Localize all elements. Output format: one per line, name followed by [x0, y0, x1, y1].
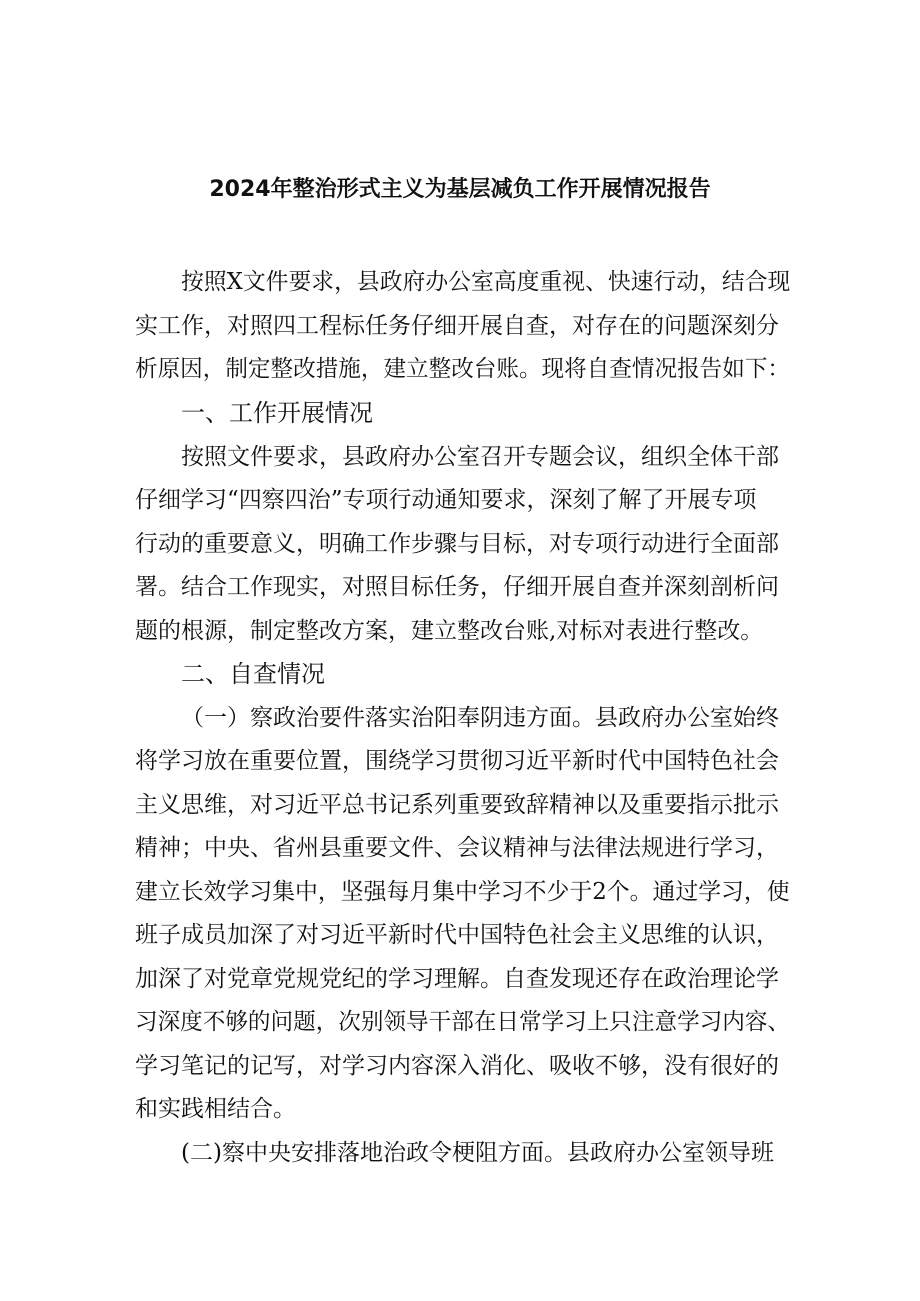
intro-line: 按照X文件要求，县政府办公室高度重视、快速行动，结合现	[181, 269, 791, 295]
document-title: 2024年整治形式主义为基层减负工作开展情况报告	[209, 177, 711, 202]
paragraph-line: （一）察政治要件落实治阳奉阴违方面。县政府办公室始终	[181, 705, 779, 731]
intro-line: 析原因，制定整改措施，建立整改台账。现将自查情况报告如下：	[135, 356, 790, 382]
section-heading: 一、工作开展情况	[181, 399, 373, 427]
paragraph-line: 学习笔记的记写，对学习内容深入消化、吸收不够，没有很好的	[135, 1053, 779, 1079]
paragraph-line: 主义思维，对习近平总书记系列重要致辞精神以及重要指示批示	[135, 792, 779, 818]
paragraph-line: 署。结合工作现实，对照目标任务，仔细开展自查并深刻剖析问	[135, 574, 779, 600]
section-heading: 二、自查情况	[181, 660, 325, 688]
paragraph-line: 建立长效学习集中，坚强每月集中学习不少于2个。通过学习，使	[135, 879, 790, 905]
paragraph-line: 题的根源，制定整改方案，建立整改台账,对标对表进行整改。	[135, 618, 764, 644]
paragraph-line: 加深了对党章党规党纪的学习理解。自查发现还存在政治理论学	[135, 966, 779, 992]
paragraph-line: 行动的重要意义，明确工作步骤与目标，对专项行动进行全面部	[135, 531, 779, 557]
paragraph-line: 习深度不够的问题，次别领导干部在日常学习上只注意学习内容、	[135, 1009, 790, 1035]
paragraph-line: 仔细学习“四察四治”专项行动通知要求，深刻了解了开展专项	[135, 487, 757, 513]
paragraph-line: 精神；中央、省州县重要文件、会议精神与法律法规进行学习，	[135, 835, 779, 861]
intro-line: 实工作，对照四工程标任务仔细开展自查，对存在的问题深刻分	[135, 313, 779, 339]
paragraph-line: (二)察中央安排落地治政令梗阻方面。县政府办公室领导班	[181, 1140, 774, 1166]
paragraph-line: 将学习放在重要位置，围绕学习贯彻习近平新时代中国特色社会	[135, 748, 779, 774]
paragraph-line: 和实践相结合。	[135, 1096, 296, 1122]
paragraph-line: 按照文件要求，县政府办公室召开专题会议，组织全体干部	[181, 444, 779, 470]
paragraph-line: 班子成员加深了对习近平新时代中国特色社会主义思维的认识，	[135, 922, 779, 948]
